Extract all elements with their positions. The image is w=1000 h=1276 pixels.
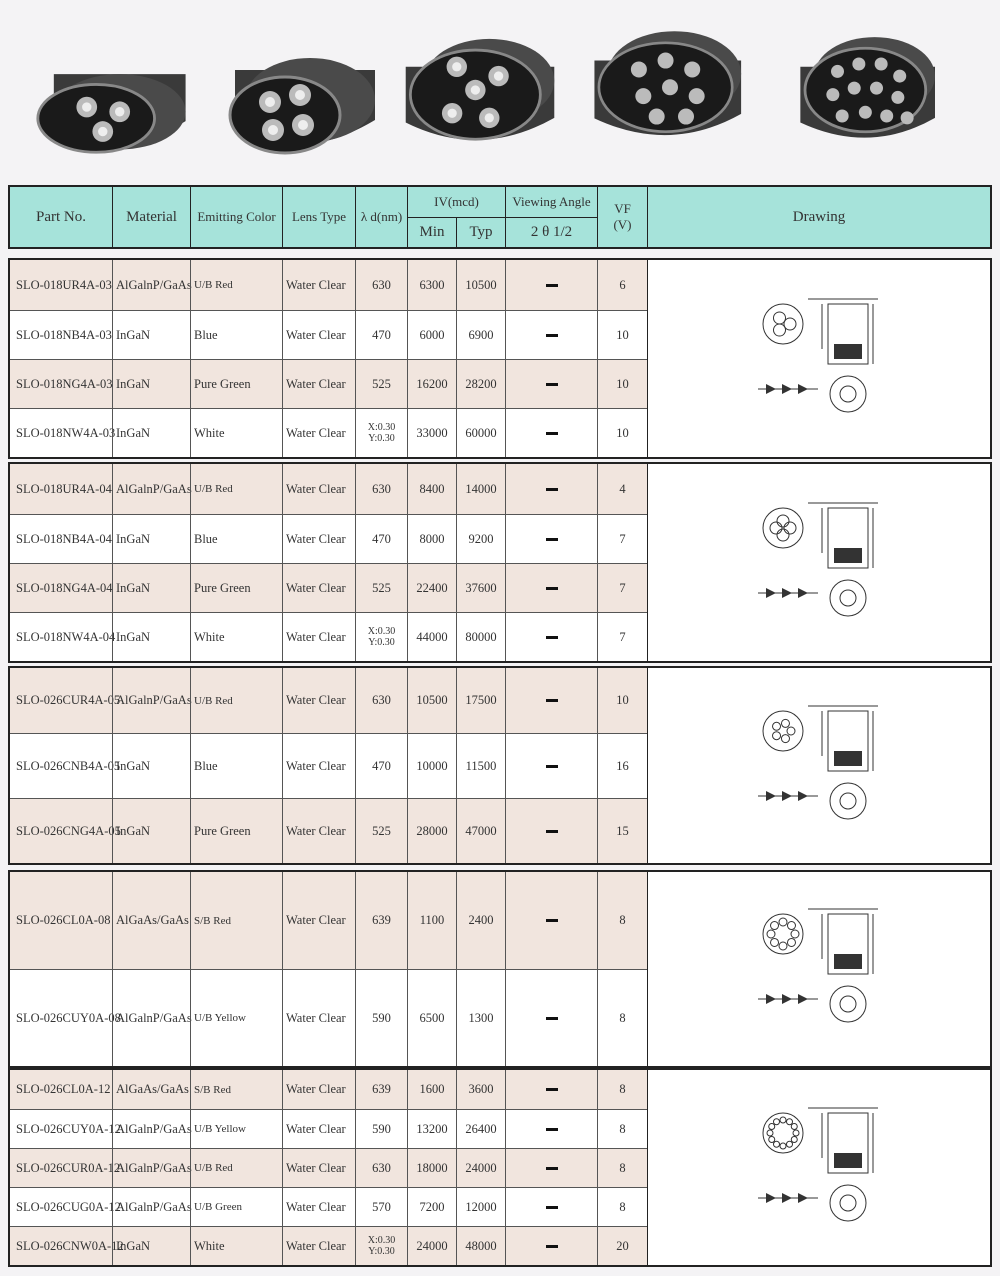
material-cell: AlGaAs/GaAs — [112, 872, 190, 969]
material-cell: AlGalnP/GaAs — [112, 260, 190, 310]
material-cell: AlGalnP/GaAs — [112, 970, 190, 1066]
product-group — [8, 1068, 992, 1267]
wavelength-cell: 525 — [355, 564, 407, 612]
iv-typ-cell: 26400 — [456, 1110, 505, 1148]
header-part-no: Part No. — [36, 209, 86, 225]
vf-cell: 16 — [597, 734, 647, 798]
vf-cell: 10 — [597, 668, 647, 733]
iv-min-cell: 8400 — [407, 464, 456, 514]
dash-mark — [546, 636, 558, 639]
vf-cell: 8 — [597, 872, 647, 969]
technical-drawing — [647, 260, 990, 457]
iv-min-cell: 6300 — [407, 260, 456, 310]
dash-mark — [546, 699, 558, 702]
chromaticity-x: X:0.30 — [367, 626, 396, 637]
table-row — [10, 260, 647, 310]
lens-type-cell: Water Clear — [282, 734, 355, 798]
part-number-cell: SLO-018NW4A-03 — [16, 425, 116, 440]
viewing-angle-cell — [505, 970, 597, 1066]
drawing-svg — [748, 701, 898, 831]
chromaticity-y: Y:0.30 — [368, 433, 395, 444]
dash-mark — [546, 1088, 558, 1091]
header-viewing-angle-sub: 2 θ 1/2 — [505, 217, 597, 247]
lamp-photo-12led — [790, 25, 950, 155]
lens-type-cell: Water Clear — [282, 799, 355, 863]
emitting-color-cell: White — [190, 409, 282, 457]
table-row — [10, 872, 647, 969]
emitting-color-cell: U/B Yellow — [190, 970, 282, 1066]
viewing-angle-cell — [505, 613, 597, 661]
wavelength-cell: 570 — [355, 1188, 407, 1226]
material-cell: InGaN — [112, 360, 190, 408]
iv-min-cell: 8000 — [407, 515, 456, 563]
lens-type-cell: Water Clear — [282, 409, 355, 457]
vf-cell: 10 — [597, 360, 647, 408]
iv-min-cell: 6000 — [407, 311, 456, 359]
header-vf — [597, 187, 647, 247]
chromaticity-y: Y:0.30 — [368, 1246, 395, 1257]
viewing-angle-cell — [505, 734, 597, 798]
emitting-color-cell: Blue — [190, 734, 282, 798]
iv-typ-cell: 80000 — [456, 613, 505, 661]
material-cell: InGaN — [112, 515, 190, 563]
part-number-cell: SLO-026CNW0A-12 — [16, 1238, 124, 1253]
emitting-color-cell: Blue — [190, 515, 282, 563]
dash-mark — [546, 830, 558, 833]
iv-typ-cell: 28200 — [456, 360, 505, 408]
iv-typ-cell: 24000 — [456, 1149, 505, 1187]
wavelength-cell: 525 — [355, 799, 407, 863]
wavelength-cell: 470 — [355, 515, 407, 563]
viewing-angle-cell — [505, 799, 597, 863]
product-group — [8, 870, 992, 1068]
iv-min-cell: 24000 — [407, 1227, 456, 1265]
iv-min-cell: 10000 — [407, 734, 456, 798]
iv-typ-cell: 2400 — [456, 872, 505, 969]
lens-type-cell: Water Clear — [282, 260, 355, 310]
header-emitting-color: Emitting Color — [190, 187, 282, 247]
lamp-photo-8led — [590, 20, 750, 150]
material-cell: InGaN — [112, 799, 190, 863]
table-row — [10, 563, 647, 612]
part-number-cell: SLO-018NG4A-03 — [16, 376, 113, 391]
viewing-angle-cell — [505, 1110, 597, 1148]
iv-typ-cell: 14000 — [456, 464, 505, 514]
dash-mark — [546, 919, 558, 922]
lamp-photo-5led — [400, 25, 560, 155]
lens-type-cell: Water Clear — [282, 668, 355, 733]
material-cell: AlGalnP/GaAs — [112, 1110, 190, 1148]
header-vf-label: VF — [614, 201, 631, 216]
vf-cell: 7 — [597, 564, 647, 612]
emitting-color-cell: U/B Red — [190, 260, 282, 310]
vf-cell: 10 — [597, 311, 647, 359]
material-cell: AlGaAs/GaAs — [112, 1070, 190, 1109]
part-number-cell: SLO-026CUR0A-12 — [16, 1160, 121, 1175]
material-cell: AlGalnP/GaAs — [112, 1149, 190, 1187]
lens-type-cell: Water Clear — [282, 564, 355, 612]
lens-type-cell: Water Clear — [282, 464, 355, 514]
vf-cell: 6 — [597, 260, 647, 310]
product-photos — [0, 0, 1000, 180]
wavelength-cell: 470 — [355, 311, 407, 359]
part-number-cell: SLO-018NB4A-04 — [16, 531, 112, 546]
viewing-angle-cell — [505, 668, 597, 733]
lens-type-cell: Water Clear — [282, 515, 355, 563]
material-cell: AlGalnP/GaAs — [112, 1188, 190, 1226]
table-row — [10, 464, 647, 514]
emitting-color-cell: U/B Red — [190, 464, 282, 514]
header-iv-min: Min — [407, 217, 456, 247]
emitting-color-cell: U/B Red — [190, 1149, 282, 1187]
viewing-angle-cell — [505, 872, 597, 969]
lens-type-cell: Water Clear — [282, 613, 355, 661]
iv-typ-cell: 1300 — [456, 970, 505, 1066]
emitting-color-cell: Pure Green — [190, 564, 282, 612]
dash-mark — [546, 1245, 558, 1248]
wavelength-cell — [355, 1227, 407, 1265]
wavelength-cell: 630 — [355, 1149, 407, 1187]
iv-min-cell: 13200 — [407, 1110, 456, 1148]
table-row — [10, 798, 647, 863]
table-row — [10, 733, 647, 798]
header-vf-unit: (V) — [613, 217, 632, 232]
header-iv: IV(mcd) — [407, 187, 505, 217]
viewing-angle-cell — [505, 1188, 597, 1226]
material-cell: InGaN — [112, 1227, 190, 1265]
lens-type-cell: Water Clear — [282, 872, 355, 969]
part-number-cell: SLO-026CUY0A-12 — [16, 1121, 121, 1136]
material-cell: InGaN — [112, 613, 190, 661]
table-row — [10, 1226, 647, 1265]
vf-cell: 8 — [597, 1149, 647, 1187]
table-row — [10, 359, 647, 408]
dash-mark — [546, 587, 558, 590]
wavelength-cell: 630 — [355, 464, 407, 514]
iv-min-cell: 18000 — [407, 1149, 456, 1187]
lens-type-cell: Water Clear — [282, 1070, 355, 1109]
wavelength-cell: 590 — [355, 1110, 407, 1148]
table-row — [10, 408, 647, 457]
lens-type-cell: Water Clear — [282, 1149, 355, 1187]
table-row — [10, 1187, 647, 1226]
vf-cell: 7 — [597, 515, 647, 563]
wavelength-cell: 470 — [355, 734, 407, 798]
lens-type-cell: Water Clear — [282, 1110, 355, 1148]
viewing-angle-cell — [505, 515, 597, 563]
technical-drawing — [647, 464, 990, 661]
iv-typ-cell: 6900 — [456, 311, 505, 359]
vf-cell: 8 — [597, 1110, 647, 1148]
iv-min-cell: 33000 — [407, 409, 456, 457]
iv-min-cell: 1600 — [407, 1070, 456, 1109]
viewing-angle-cell — [505, 1070, 597, 1109]
part-number-cell: SLO-018UR4A-03 — [16, 277, 112, 292]
vf-cell: 8 — [597, 1070, 647, 1109]
material-cell: InGaN — [112, 734, 190, 798]
viewing-angle-cell — [505, 409, 597, 457]
header-iv-typ: Typ — [456, 217, 505, 247]
wavelength-cell: 639 — [355, 872, 407, 969]
vf-cell: 8 — [597, 970, 647, 1066]
part-number-cell: SLO-018NB4A-03 — [16, 327, 112, 342]
drawing-svg — [748, 1103, 898, 1233]
viewing-angle-cell — [505, 1227, 597, 1265]
emitting-color-cell: U/B Red — [190, 668, 282, 733]
iv-typ-cell: 17500 — [456, 668, 505, 733]
chromaticity-x: X:0.30 — [367, 1235, 396, 1246]
material-cell: InGaN — [112, 409, 190, 457]
viewing-angle-cell — [505, 311, 597, 359]
dash-mark — [546, 334, 558, 337]
table-row — [10, 1109, 647, 1148]
iv-typ-cell: 48000 — [456, 1227, 505, 1265]
iv-typ-cell: 60000 — [456, 409, 505, 457]
header-viewing-angle: Viewing Angle — [505, 187, 597, 217]
wavelength-cell: 590 — [355, 970, 407, 1066]
part-number-cell: SLO-018NW4A-04 — [16, 629, 116, 644]
lens-type-cell: Water Clear — [282, 1188, 355, 1226]
dash-mark — [546, 488, 558, 491]
technical-drawing — [647, 1070, 990, 1265]
product-group — [8, 462, 992, 663]
dash-mark — [546, 765, 558, 768]
part-number-cell: SLO-026CUY0A-08 — [16, 1010, 121, 1025]
vf-cell: 20 — [597, 1227, 647, 1265]
wavelength-cell: 630 — [355, 668, 407, 733]
table-row — [10, 612, 647, 661]
iv-min-cell: 7200 — [407, 1188, 456, 1226]
part-number-cell: SLO-026CL0A-08 — [16, 913, 111, 927]
lens-type-cell: Water Clear — [282, 360, 355, 408]
chromaticity-y: Y:0.30 — [368, 637, 395, 648]
table-row — [10, 1148, 647, 1187]
part-number-cell: SLO-026CUG0A-12 — [16, 1199, 121, 1214]
drawing-svg — [748, 498, 898, 628]
part-number-cell: SLO-018NG4A-04 — [16, 580, 113, 595]
lens-type-cell: Water Clear — [282, 311, 355, 359]
wavelength-cell — [355, 409, 407, 457]
header-lens-type: Lens Type — [282, 187, 355, 247]
wavelength-cell — [355, 613, 407, 661]
material-cell: InGaN — [112, 311, 190, 359]
viewing-angle-cell — [505, 1149, 597, 1187]
table-row — [10, 514, 647, 563]
viewing-angle-cell — [505, 464, 597, 514]
vf-cell: 7 — [597, 613, 647, 661]
chromaticity-x: X:0.30 — [367, 422, 396, 433]
iv-min-cell: 22400 — [407, 564, 456, 612]
part-number-cell: SLO-026CNG4A-05 — [16, 823, 121, 838]
table-header — [8, 185, 992, 249]
iv-min-cell: 44000 — [407, 613, 456, 661]
iv-typ-cell: 11500 — [456, 734, 505, 798]
emitting-color-cell: S/B Red — [190, 872, 282, 969]
iv-min-cell: 28000 — [407, 799, 456, 863]
dash-mark — [546, 383, 558, 386]
emitting-color-cell: White — [190, 613, 282, 661]
viewing-angle-cell — [505, 260, 597, 310]
header-drawing: Drawing — [647, 187, 990, 247]
technical-drawing — [647, 872, 990, 1066]
emitting-color-cell: Pure Green — [190, 799, 282, 863]
lamp-photo-4led — [225, 30, 385, 160]
vf-cell: 8 — [597, 1188, 647, 1226]
material-cell: AlGalnP/GaAs — [112, 464, 190, 514]
technical-drawing — [647, 668, 990, 863]
table-row — [10, 668, 647, 733]
part-number-cell: SLO-026CL0A-12 — [16, 1082, 111, 1096]
viewing-angle-cell — [505, 360, 597, 408]
header-wavelength: λ d(nm) — [355, 187, 407, 247]
vf-cell: 10 — [597, 409, 647, 457]
dash-mark — [546, 538, 558, 541]
material-cell: InGaN — [112, 564, 190, 612]
lamp-photo-3led — [35, 35, 195, 165]
iv-typ-cell: 9200 — [456, 515, 505, 563]
iv-min-cell: 1100 — [407, 872, 456, 969]
emitting-color-cell: Pure Green — [190, 360, 282, 408]
wavelength-cell: 630 — [355, 260, 407, 310]
dash-mark — [546, 284, 558, 287]
emitting-color-cell: U/B Green — [190, 1188, 282, 1226]
part-number-cell: SLO-026CUR4A-05 — [16, 693, 121, 707]
product-group — [8, 666, 992, 865]
wavelength-cell: 525 — [355, 360, 407, 408]
viewing-angle-cell — [505, 564, 597, 612]
drawing-svg — [748, 294, 898, 424]
dash-mark — [546, 1167, 558, 1170]
emitting-color-cell: U/B Yellow — [190, 1110, 282, 1148]
lens-type-cell: Water Clear — [282, 970, 355, 1066]
product-group — [8, 258, 992, 459]
vf-cell: 15 — [597, 799, 647, 863]
iv-min-cell: 16200 — [407, 360, 456, 408]
lens-type-cell: Water Clear — [282, 1227, 355, 1265]
iv-typ-cell: 37600 — [456, 564, 505, 612]
iv-min-cell: 10500 — [407, 668, 456, 733]
dash-mark — [546, 1206, 558, 1209]
emitting-color-cell: S/B Red — [190, 1070, 282, 1109]
table-row — [10, 1070, 647, 1109]
part-number-cell: SLO-018UR4A-04 — [16, 481, 112, 496]
dash-mark — [546, 432, 558, 435]
iv-min-cell: 6500 — [407, 970, 456, 1066]
vf-cell: 4 — [597, 464, 647, 514]
emitting-color-cell: Blue — [190, 311, 282, 359]
header-material: Material — [112, 187, 190, 247]
table-row — [10, 310, 647, 359]
table-row — [10, 969, 647, 1066]
wavelength-cell: 639 — [355, 1070, 407, 1109]
material-cell: AlGalnP/GaAs — [112, 668, 190, 733]
dash-mark — [546, 1017, 558, 1020]
part-number-cell: SLO-026CNB4A-05 — [16, 758, 121, 773]
iv-typ-cell: 47000 — [456, 799, 505, 863]
drawing-svg — [748, 904, 898, 1034]
emitting-color-cell: White — [190, 1227, 282, 1265]
dash-mark — [546, 1128, 558, 1131]
iv-typ-cell: 12000 — [456, 1188, 505, 1226]
iv-typ-cell: 10500 — [456, 260, 505, 310]
iv-typ-cell: 3600 — [456, 1070, 505, 1109]
